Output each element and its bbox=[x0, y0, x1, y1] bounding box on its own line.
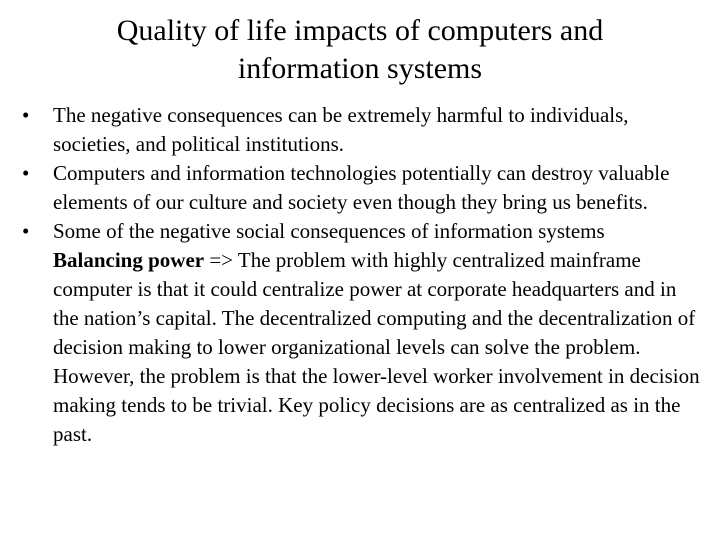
slide-body bbox=[22, 101, 702, 449]
bullet-marker: • bbox=[22, 219, 30, 243]
bullet-marker: • bbox=[22, 161, 30, 185]
sub-item-arrow: => bbox=[204, 248, 238, 272]
bullet-marker: • bbox=[22, 103, 30, 127]
bullet-item bbox=[22, 217, 702, 246]
bullet-text: Computers and information technologies potentially can destroy valuable elements of our culture and society even though they bring us benefits. bbox=[53, 161, 670, 214]
bullet-item bbox=[22, 159, 702, 217]
bullet-text: The negative consequences can be extremely harmful to individuals, societies, and political institutions. bbox=[53, 103, 629, 156]
sub-item-text: The problem with highly centralized mainframe computer is that it could centralize power at corporate headquarters and in the nation’s capital. The decentralized computing and the decentralization of decision making to lower organizational levels can solve the problem. However, the problem is that the lower-level worker involvement in decision making tends to be trivial. Key policy decisions are as centralized as in the past. bbox=[53, 248, 700, 446]
slide-title: Quality of life impacts of computers and information systems bbox=[116, 14, 604, 85]
bullet-text: Some of the negative social consequences of information systems bbox=[53, 219, 605, 243]
bullet-item bbox=[22, 101, 702, 159]
sub-item-balancing-power bbox=[22, 246, 702, 449]
sub-item-term: Balancing power bbox=[53, 248, 205, 272]
